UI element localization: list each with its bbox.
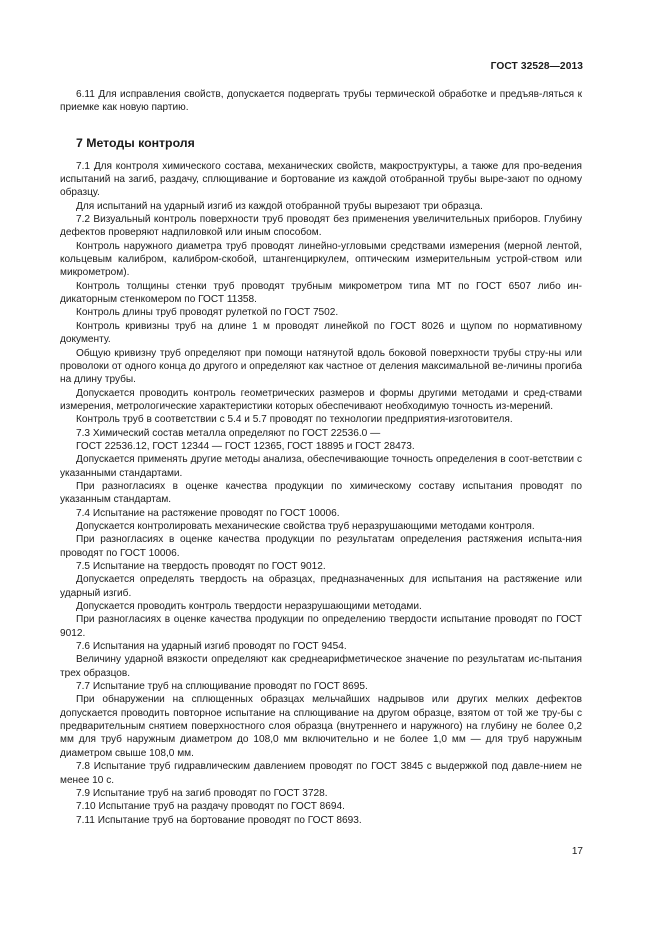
paragraph: Величину ударной вязкости определяют как среднеарифметическое значение по результатам ис-пытания трех образцов. [60,654,582,679]
paragraph: 7.1 Для контроля химического состава, механических свойств, макроструктуры, а также для про-ведения испытаний на загиб, раздачу, сплющивание и бортование из каждой отобранной трубы выре-зают по одному образцу. [60,160,582,199]
paragraph: Контроль наружного диаметра труб проводят линейно-угловыми средствами измерения (мерной лентой, кольцевым калибром, калибром-скобой, штангенциркулем, оптическим измерительным устрой-ством или микрометром). [60,240,582,279]
paragraph: Допускается проводить контроль твердости неразрушающими методами. [76,601,422,613]
paragraph: ГОСТ 22536.12, ГОСТ 12344 — ГОСТ 12365, ГОСТ 18895 и ГОСТ 28473. [76,440,415,452]
intro-paragraph: 6.11 Для исправления свойств, допускается подвергать трубы термической обработке и предъяв-ляться к приемке как новую партию. [60,89,582,114]
page-number: 17 [571,846,583,857]
paragraph: При разногласиях в оценке качества продукции по химическому составу испытания проводят по указанным стандартам. [60,480,582,506]
paragraph: При разногласиях в оценке качества продукции по результатам определения растяжения испыта-ния проводят по ГОСТ 10006. [60,534,582,559]
document-code-header: ГОСТ 32528—2013 [490,61,583,72]
paragraph: Допускается контролировать механические свойства труб неразрушающими методами контроля. [76,520,535,532]
paragraph: 7.8 Испытание труб гидравлическим давлением проводят по ГОСТ 3845 с выдержкой под давле-нием не менее 10 с. [60,761,582,786]
paragraph: Допускается применять другие методы анализа, обеспечивающие точность определения в соот-ветствии с указанными стандартами. [60,454,582,479]
paragraph: Контроль длины труб проводят рулеткой по ГОСТ 7502. [76,307,339,319]
paragraph: Контроль толщины стенки труб проводят трубным микрометром типа МТ по ГОСТ 6507 либо ин-дикаторным стенкомером по ГОСТ 11358. [60,280,582,306]
paragraph: При обнаружении на сплющенных образцах мельчайших надрывов или других мелких дефектов допускается проводить повторное испытание на сплющивание на другом образце, взятом от той же тру-бы с предварительным снятием поверхностного слоя образца (внутреннего и наружного) на глубину не более 0,2 мм для труб наружным диаметром до 108,0 мм включительно и не более 1,0 мм — для труб наружным диаметром свыше 108,0 мм. [60,694,582,759]
section-title: 7 Методы контроля [76,135,195,150]
paragraph: Допускается определять твердость на образцах, предназначенных для испытания на растяжение или ударный изгиб. [60,574,582,599]
paragraph: 7.10 Испытание труб на раздачу проводят по ГОСТ 8694. [76,801,345,813]
paragraph: Допускается проводить контроль геометрических размеров и формы другими методами и сред-ствами измерения, метрологические характеристики которых обеспечивают необходимую точность из-мерений. [60,387,582,412]
section-body [60,160,582,827]
paragraph: Контроль кривизны труб на длине 1 м проводят линейкой по ГОСТ 8026 и щупом по нормативному документу. [60,320,582,346]
paragraph: 7.6 Испытания на ударный изгиб проводят по ГОСТ 9454. [76,641,347,653]
paragraph: При разногласиях в оценке качества продукции по определению твердости испытание проводят по ГОСТ 9012. [60,614,582,639]
paragraph: Контроль труб в соответствии с 5.4 и 5.7 проводят по технологии предприятия-изготовителя. [76,414,513,426]
page-content [60,88,582,827]
paragraph: 7.2 Визуальный контроль поверхности труб проводят без применения увеличительных приборов. Глубину дефектов проверяют надпиловкой или иным способом. [60,214,582,239]
paragraph: 7.9 Испытание труб на загиб проводят по ГОСТ 3728. [76,787,328,799]
paragraph: Для испытаний на ударный изгиб из каждой отобранной трубы вырезают три образца. [76,200,483,212]
paragraph: 7.11 Испытание труб на бортование проводят по ГОСТ 8693. [76,814,362,826]
paragraph: 7.4 Испытание на растяжение проводят по ГОСТ 10006. [76,507,340,519]
paragraph: 7.7 Испытание труб на сплющивание проводят по ГОСТ 8695. [76,681,368,693]
paragraph: Общую кривизну труб определяют при помощи натянутой вдоль боковой поверхности трубы стру-ны или проволоки от одного конца до другого и определяют как частное от деления максимальной ве-личины прогиба на длину трубы. [60,347,582,386]
paragraph: 7.3 Химический состав металла определяют по ГОСТ 22536.0 — [76,427,381,439]
paragraph: 7.5 Испытание на твердость проводят по ГОСТ 9012. [76,561,326,572]
